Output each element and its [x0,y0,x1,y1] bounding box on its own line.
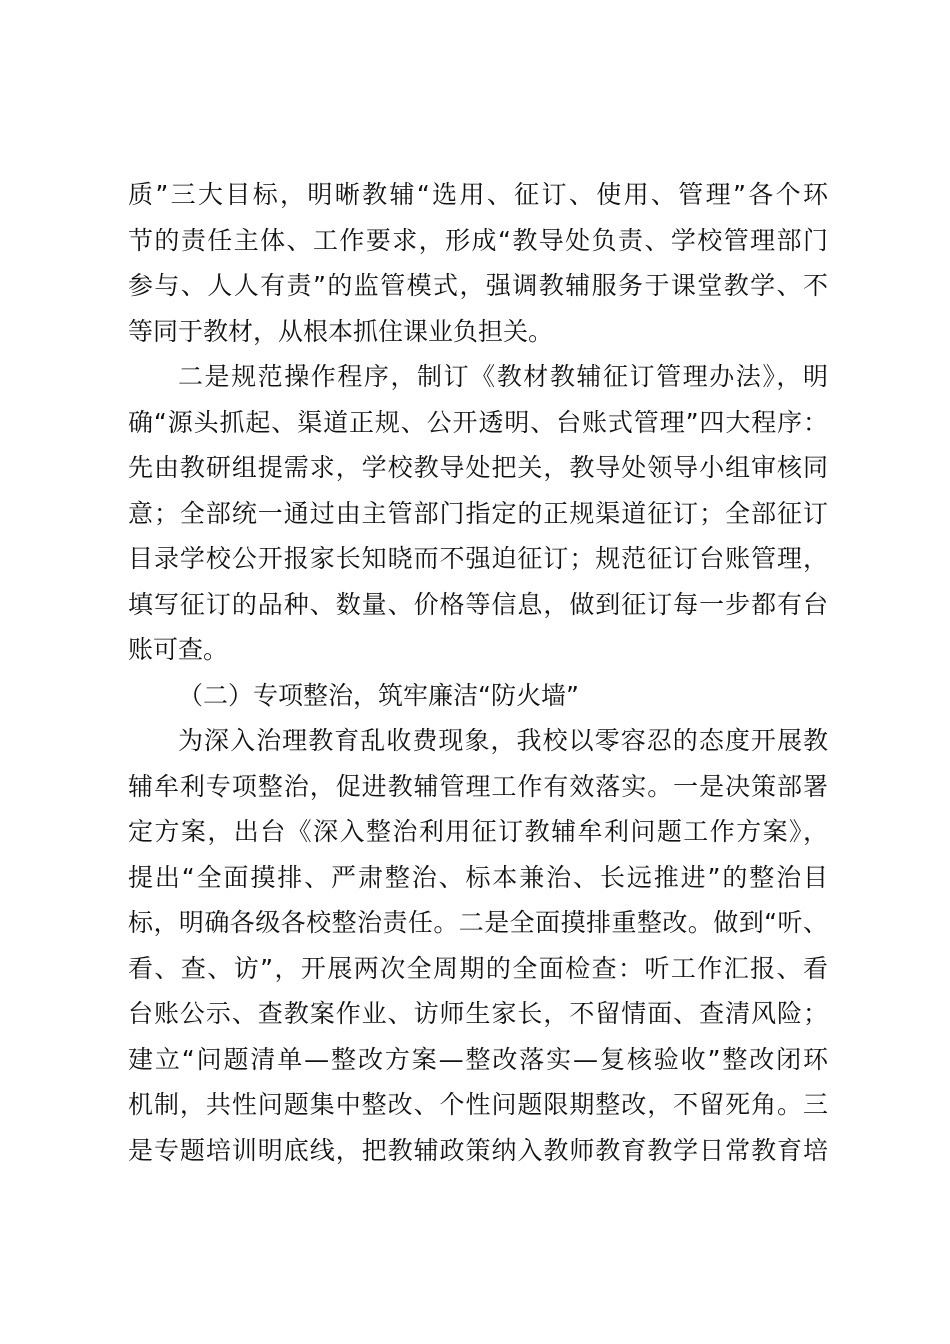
text-line: 提出“全面摸排、严肃整治、标本兼治、长远推进”的整治目 [128,862,828,892]
text-line: 质”三大目标，明晰教辅“选用、征订、使用、管理”各个环 [128,180,828,209]
text-line: 机制，共性问题集中整改、个性问题限期整改，不留死角。三 [128,1090,828,1119]
text-line: 意；全部统一通过由主管部门指定的正规渠道征订；全部征订 [128,498,828,528]
text-line: 是专题培训明底线，把教辅政策纳入教师教育教学日常教育培 [128,1135,828,1165]
text-line: 看、查、访”，开展两次全周期的全面检查：听工作汇报、看 [128,953,828,983]
text-line: 为深入治理教育乱收费现象，我校以零容忍的态度开展教 [178,726,828,755]
text-line: 参与、人人有责”的监管模式，强调教辅服务于课堂教学、不 [128,271,828,300]
text-line: 填写征订的品种、数量、价格等信息，做到征订每一步都有台 [128,589,828,619]
text-line: 二是规范操作程序，制订《教材教辅征订管理办法》，明 [178,362,828,391]
text-line: 账可查。 [128,635,229,664]
body-text [128,172,828,1173]
text-line: 等同于教材，从根本抓住课业负担关。 [128,316,554,346]
text-line: 定方案，出台《深入整治利用征订教辅牟利问题工作方案》， [128,817,828,846]
section-heading: （二）专项整治，筑牢廉洁“防火墙” [178,680,579,710]
text-line: 先由教研组提需求，学校教导处把关，教导处领导小组审核同 [128,453,828,482]
text-line: 辅牟利专项整治，促进教辅管理工作有效落实。一是决策部署 [128,771,828,801]
text-line: 确“源头抓起、渠道正规、公开透明、台账式管理”四大程序： [128,407,828,437]
text-line: 目录学校公开报家长知晓而不强迫征订；规范征订台账管理， [128,544,828,573]
text-line: 台账公示、查教案作业、访师生家长，不留情面、查清风险； [128,999,828,1028]
text-line: 节的责任主体、工作要求，形成“教导处负责、学校管理部门 [128,225,828,255]
text-line: 标，明确各级各校整治责任。二是全面摸排重整改。做到“听、 [128,908,828,937]
text-line: 建立“问题清单—整改方案—整改落实—复核验收”整改闭环 [128,1044,828,1074]
